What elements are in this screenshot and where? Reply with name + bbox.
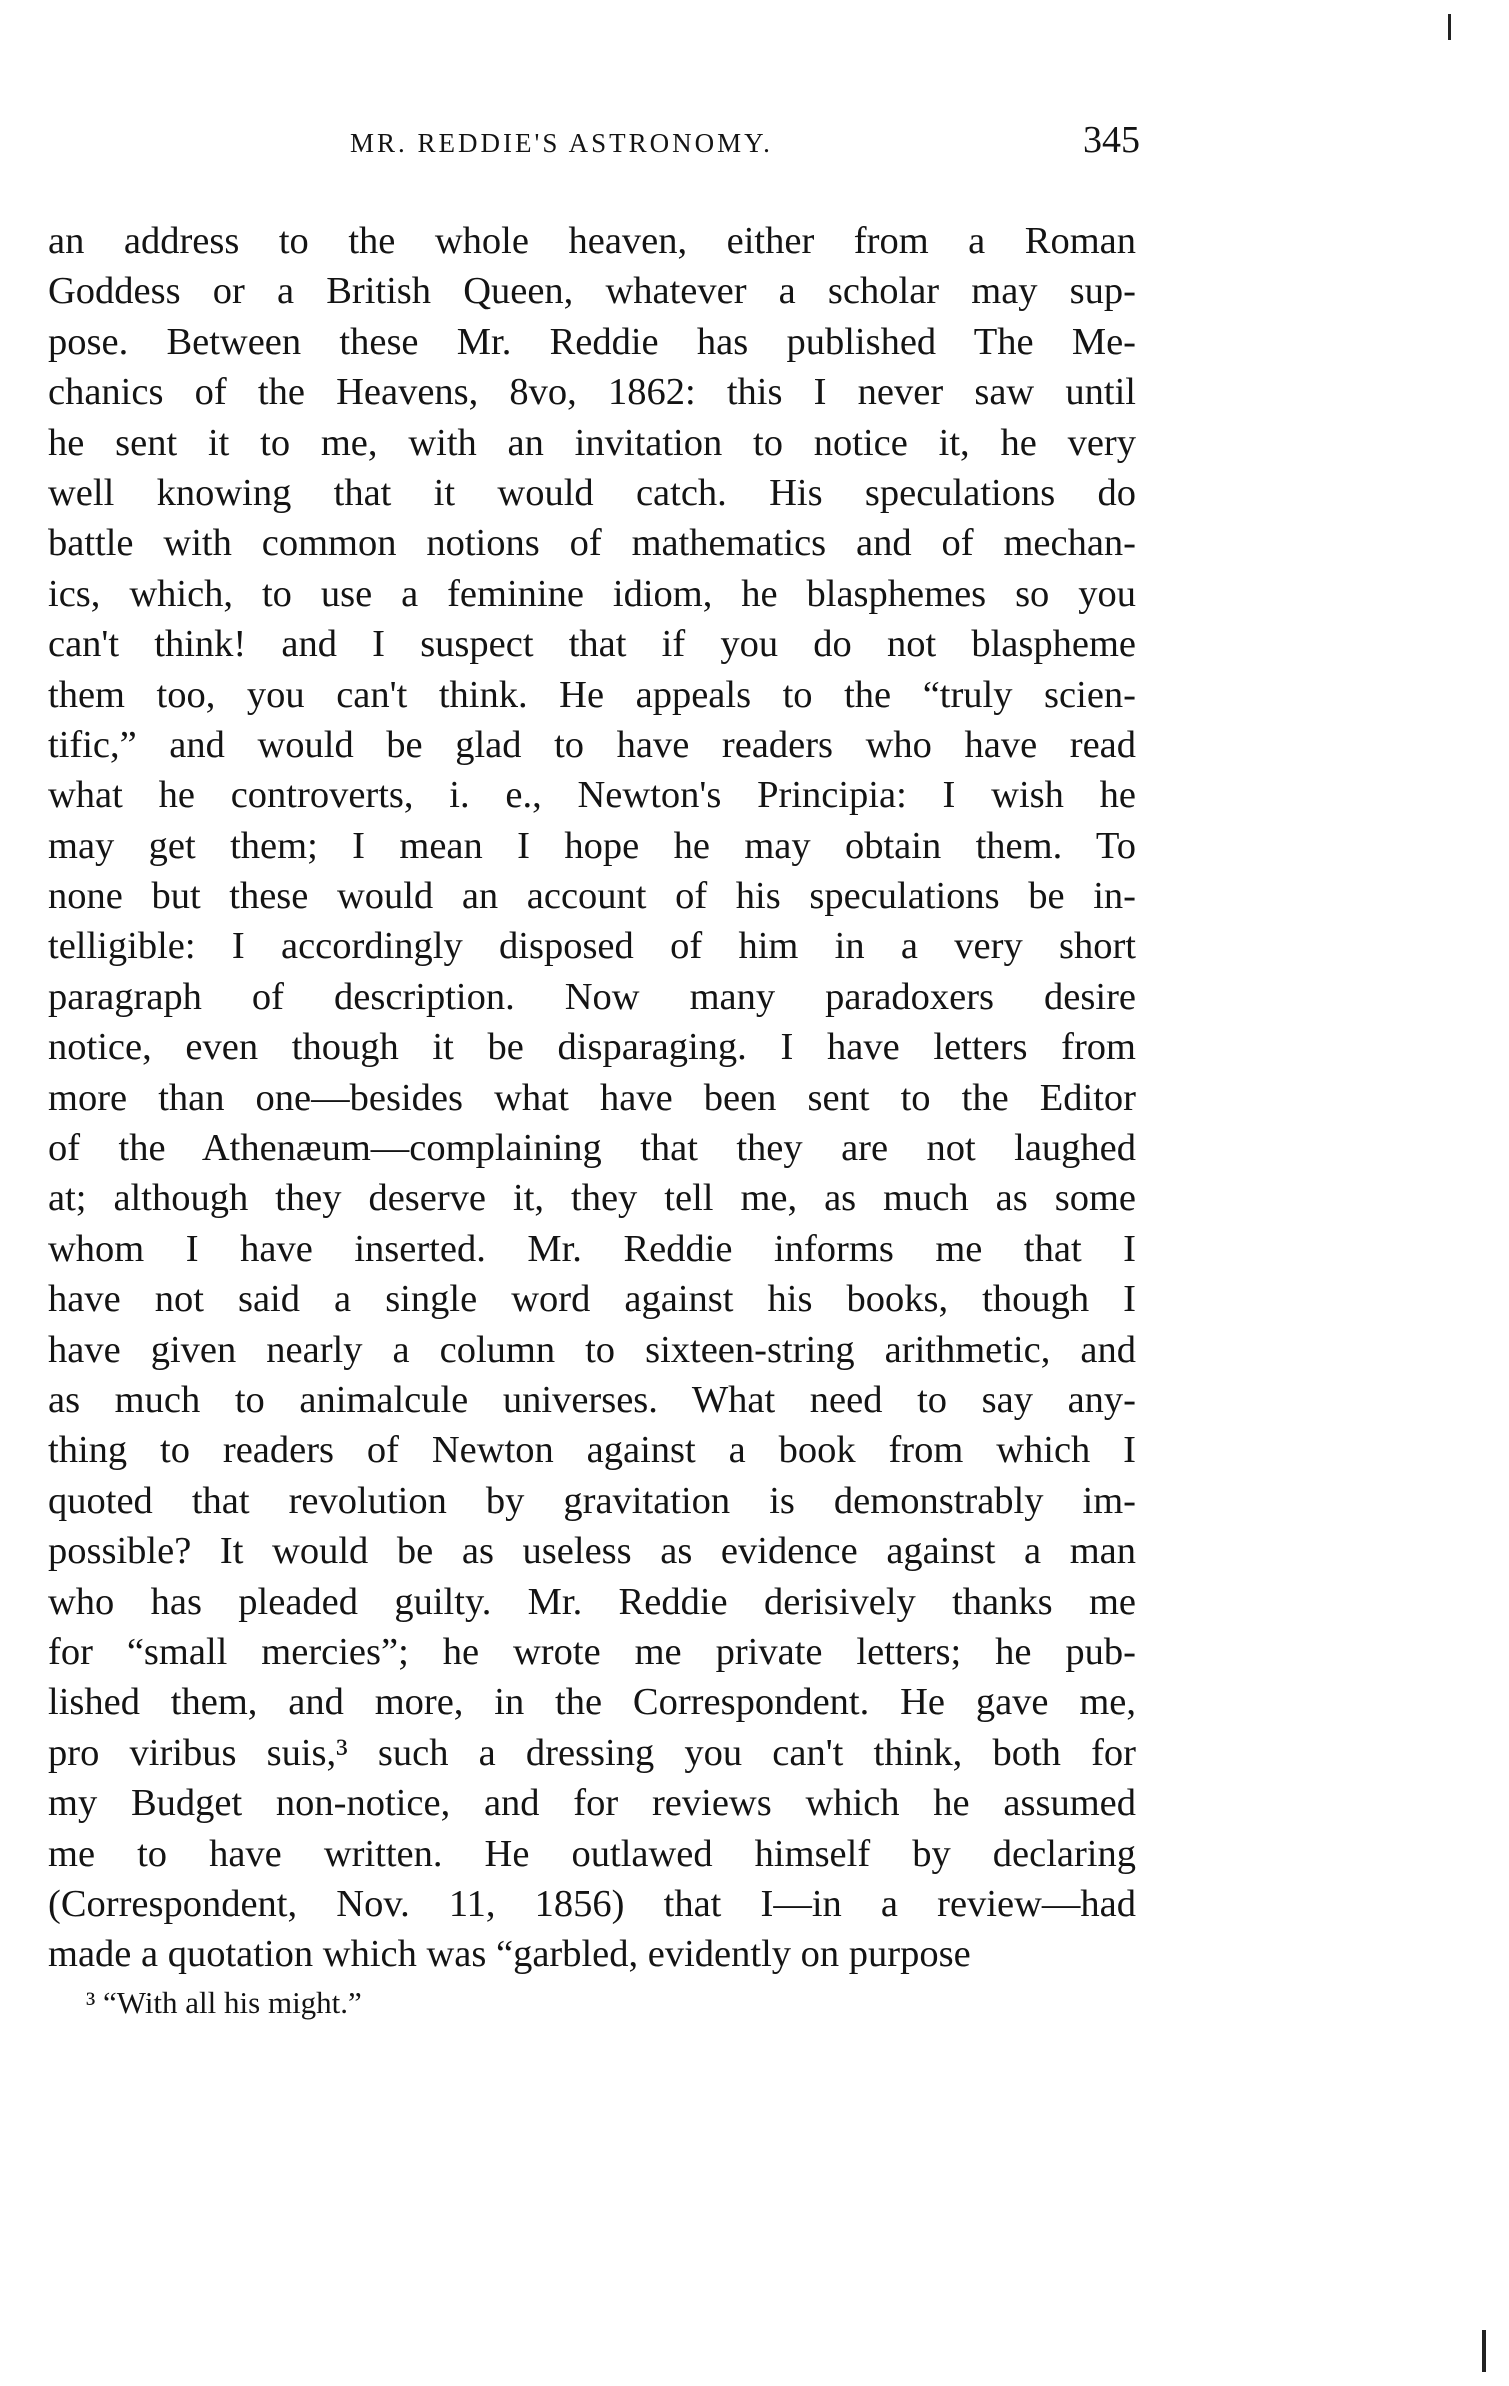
text-line: none but these would an account of his speculations be in- bbox=[48, 875, 1136, 918]
page-number: 345 bbox=[1083, 119, 1140, 161]
text-line: pro viribus suis,³ such a dressing you can't think, both for bbox=[48, 1731, 1136, 1774]
text-line: chanics of the Heavens, 8vo, 1862: this I never saw until bbox=[48, 371, 1136, 414]
text-line: may get them; I mean I hope he may obtain them. To bbox=[48, 824, 1136, 867]
text-line: paragraph of description. Now many paradoxers desire bbox=[48, 975, 1136, 1018]
text-line: an address to the whole heaven, either from a Roman bbox=[48, 220, 1136, 262]
text-line: of the Athenæum—complaining that they are not laughed bbox=[48, 1127, 1136, 1170]
scan-edge-mark-bottom bbox=[1482, 2330, 1486, 2372]
footnote: ³ “With all his might.” bbox=[86, 1985, 362, 2020]
scan-edge-mark-top bbox=[1448, 14, 1451, 40]
text-line: he sent it to me, with an invitation to notice it, he very bbox=[48, 421, 1136, 464]
running-head: MR. REDDIE'S ASTRONOMY. bbox=[350, 128, 773, 158]
text-line: telligible: I accordingly disposed of him in a very short bbox=[48, 925, 1136, 968]
text-line: made a quotation which was “garbled, evidently on purpose bbox=[48, 1933, 971, 1976]
text-line: notice, even though it be disparaging. I have letters from bbox=[48, 1026, 1136, 1069]
text-line: ics, which, to use a feminine idiom, he blasphemes so you bbox=[48, 572, 1136, 615]
text-line: lished them, and more, in the Correspondent. He gave me, bbox=[48, 1681, 1136, 1724]
text-line: have given nearly a column to sixteen-string arithmetic, and bbox=[48, 1328, 1136, 1371]
body-text bbox=[48, 216, 1136, 1980]
text-line: pose. Between these Mr. Reddie has published The Me- bbox=[48, 320, 1136, 363]
text-line: them too, you can't think. He appeals to the “truly scien- bbox=[48, 673, 1136, 716]
text-line: Goddess or a British Queen, whatever a scholar may sup- bbox=[48, 270, 1136, 313]
text-line: me to have written. He outlawed himself by declaring bbox=[48, 1832, 1136, 1875]
page-header bbox=[300, 110, 1140, 170]
text-line: my Budget non-notice, and for reviews which he assumed bbox=[48, 1782, 1136, 1825]
text-line: for “small mercies”; he wrote me private letters; he pub- bbox=[48, 1630, 1136, 1673]
text-line: battle with common notions of mathematics and of mechan- bbox=[48, 522, 1136, 565]
text-line: at; although they deserve it, they tell me, as much as some bbox=[48, 1177, 1136, 1220]
text-line: can't think! and I suspect that if you do not blaspheme bbox=[48, 623, 1136, 666]
text-line: possible? It would be as useless as evidence against a man bbox=[48, 1530, 1136, 1573]
text-line: what he controverts, i. e., Newton's Principia: I wish he bbox=[48, 774, 1136, 817]
text-line: well knowing that it would catch. His speculations do bbox=[48, 471, 1136, 514]
text-line: who has pleaded guilty. Mr. Reddie derisively thanks me bbox=[48, 1580, 1136, 1623]
text-line: tific,” and would be glad to have readers who have read bbox=[48, 723, 1136, 766]
text-line: more than one—besides what have been sent to the Editor bbox=[48, 1076, 1136, 1119]
text-line: as much to animalcule universes. What need to say any- bbox=[48, 1378, 1136, 1421]
text-line: thing to readers of Newton against a book from which I bbox=[48, 1429, 1136, 1472]
text-line: quoted that revolution by gravitation is demonstrably im- bbox=[48, 1479, 1136, 1522]
text-line: have not said a single word against his books, though I bbox=[48, 1278, 1136, 1321]
text-line: whom I have inserted. Mr. Reddie informs me that I bbox=[48, 1227, 1136, 1270]
text-line: (Correspondent, Nov. 11, 1856) that I—in a review—had bbox=[48, 1882, 1136, 1925]
